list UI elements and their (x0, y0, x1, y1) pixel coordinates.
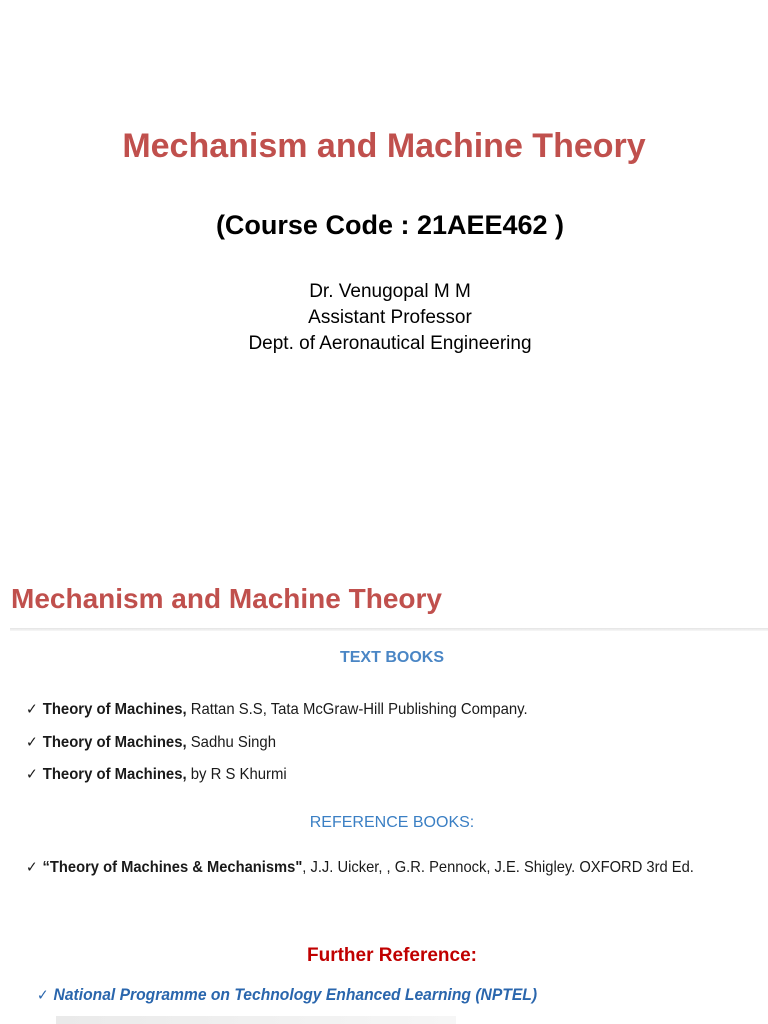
book-title: Theory of Machines, (42, 701, 187, 718)
book-details: by R S Khurmi (186, 766, 287, 783)
book-title: Theory of Machines, (42, 766, 187, 783)
author-name: Dr. Venugopal M M (309, 281, 471, 302)
reference-books-heading: REFERENCE BOOKS: (309, 814, 475, 831)
list-item (26, 697, 528, 730)
author-designation: Assistant Professor (308, 307, 472, 328)
check-icon: ✓ (26, 701, 38, 718)
course-code: (Course Code : 21AEE462 ) (215, 210, 565, 240)
slide2-title: Mechanism and Machine Theory (11, 583, 442, 614)
list-item (26, 762, 528, 795)
author-department: Dept. of Aeronautical Engineering (248, 333, 532, 354)
nptel-close: ) (531, 985, 538, 1004)
nptel-acronym: NPTEL (480, 985, 532, 1004)
reference-books-list (26, 855, 752, 888)
nptel-text: National Programme on Technology Enhanced Learning ( (53, 985, 481, 1004)
cut-off-line (56, 1016, 456, 1024)
list-item (26, 855, 694, 888)
book-title: “Theory of Machines & Mechanisms" (42, 859, 303, 876)
book-details: Sadhu Singh (186, 733, 276, 751)
book-title: Theory of Machines, (42, 733, 187, 751)
check-icon: ✓ (37, 987, 49, 1004)
title-divider (10, 628, 768, 631)
book-details: Rattan S.S, Tata McGraw-Hill Publishing Company. (186, 701, 528, 718)
further-reference-heading: Further Reference: (307, 945, 477, 966)
check-icon: ✓ (26, 733, 38, 751)
slide1-title: Mechanism and Machine Theory (122, 127, 646, 165)
check-icon: ✓ (26, 859, 38, 876)
list-item (26, 730, 528, 763)
author-block (0, 279, 768, 357)
nptel-reference (37, 982, 537, 1009)
text-books-heading: TEXT BOOKS (339, 649, 444, 666)
check-icon: ✓ (26, 766, 38, 783)
text-books-list (26, 697, 565, 795)
book-details: , J.J. Uicker, , G.R. Pennock, J.E. Shigley. OXFORD 3rd Ed. (302, 859, 694, 876)
